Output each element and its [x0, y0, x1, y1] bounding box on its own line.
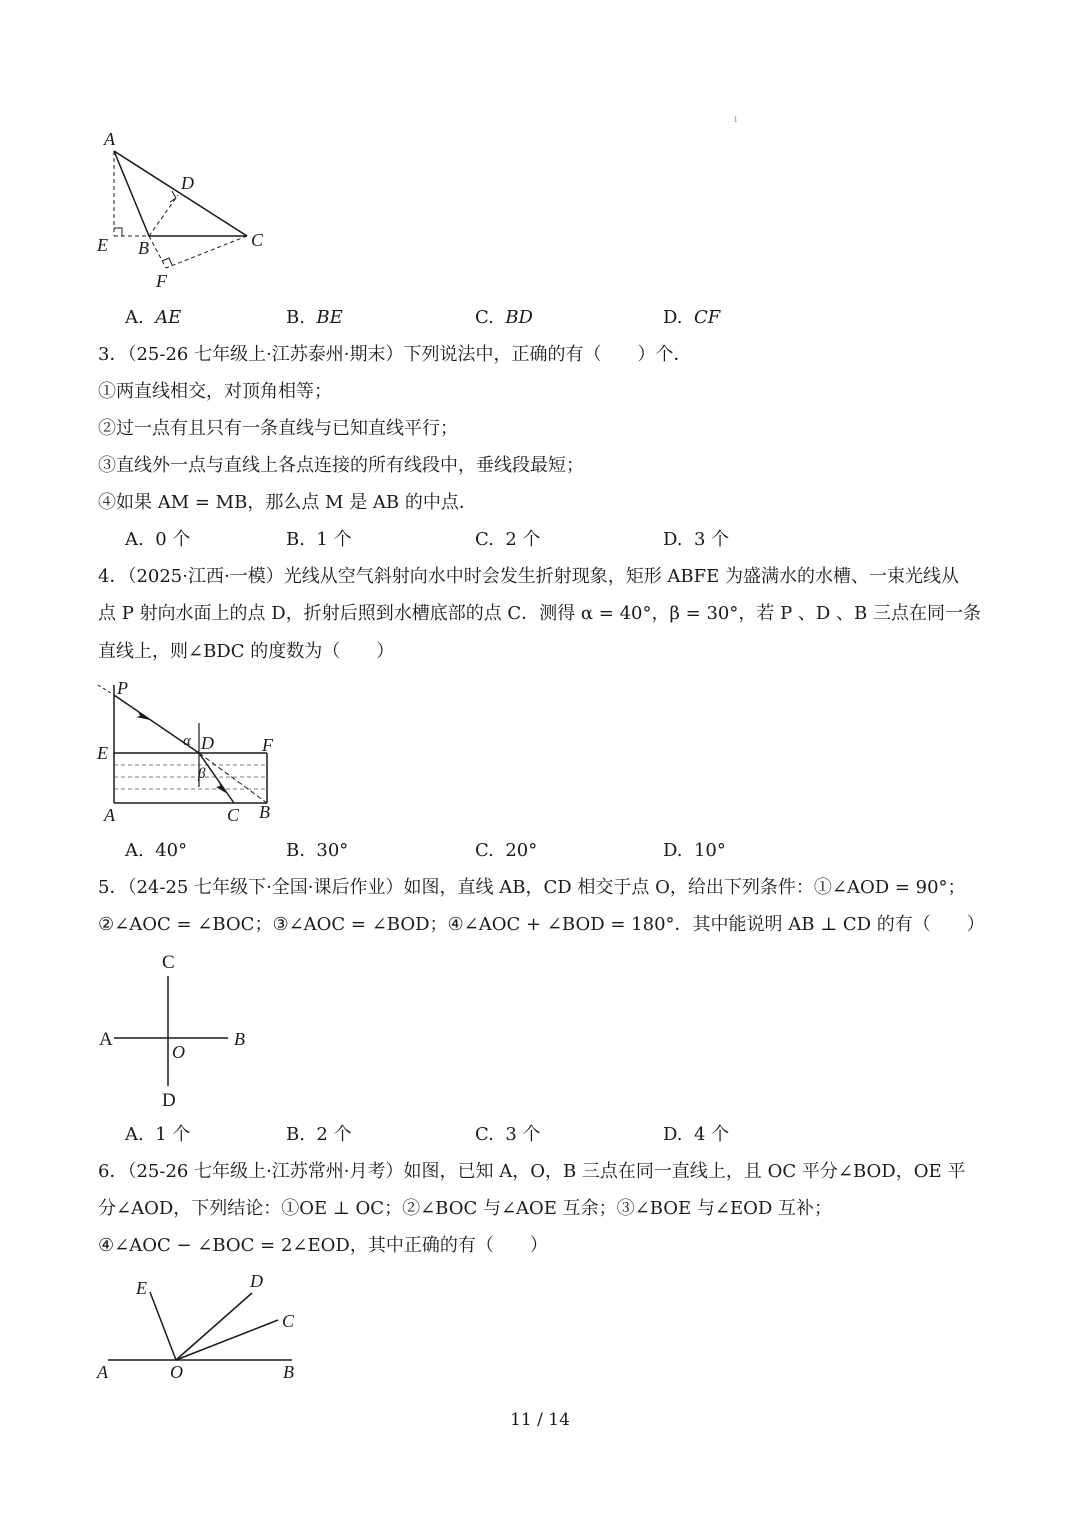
q6-label-d: D [250, 1271, 263, 1291]
q4-label-d: D [201, 733, 214, 753]
q5-option-d-letter: D. [663, 1124, 683, 1145]
q3-option-b-letter: B. [286, 529, 305, 550]
q5-label-b: B [234, 1029, 245, 1049]
q4-option-a-text: 40° [155, 840, 188, 861]
q4-option-d[interactable] [663, 838, 726, 864]
q4-water-tank-figure [92, 675, 292, 830]
q3-option-c-letter: C. [475, 529, 494, 550]
q3-statement-4: ④如果 AM = MB，那么点 M 是 AB 的中点． [98, 492, 477, 513]
q3-option-c[interactable] [475, 527, 541, 553]
q3-option-c-text: 2 个 [505, 529, 541, 550]
q3-statement-2: ②过一点有且只有一条直线与已知直线平行； [98, 418, 458, 439]
q3-statement-1: ①两直线相交，对顶角相等； [98, 381, 332, 402]
q2-option-d[interactable] [663, 305, 720, 331]
q2-label-b: B [138, 238, 149, 258]
q5-option-d-text: 4 个 [693, 1124, 730, 1145]
q5-label-d: D [162, 1090, 176, 1111]
q3-statement-3: ③直线外一点与直线上各点连接的所有线段中，垂线段最短； [98, 455, 584, 476]
q4-stem-line-2: 点 P 射向水面上的点 D，折射后照到水槽底部的点 C．测得 α = 40°，β = 30°，若 P 、D 、B 三点在同一条 [98, 603, 981, 624]
q5-option-c-letter: C. [475, 1124, 494, 1145]
q4-option-c-letter: C. [475, 840, 494, 861]
q5-stem-line-1: 5．（24-25 七年级下·全国·课后作业）如图，直线 AB，CD 相交于点 O，给出下列条件：①∠AOD = 90°； [98, 877, 966, 898]
q2-label-f: F [156, 271, 167, 291]
q4-option-b-letter: B. [286, 840, 305, 861]
q4-option-d-letter: D. [663, 840, 683, 861]
corner-mark: ı [734, 114, 738, 125]
q2-label-e: E [97, 235, 108, 255]
q5-option-a-letter: A. [125, 1124, 144, 1145]
q6-label-e: E [136, 1278, 147, 1298]
q5-option-c-text: 3 个 [505, 1124, 541, 1145]
q4-option-c[interactable] [475, 838, 537, 864]
q5-perpendicular-lines-figure [92, 948, 262, 1113]
q3-option-b[interactable] [286, 527, 352, 553]
q4-option-a-letter: A. [125, 840, 144, 861]
q5-option-b[interactable] [286, 1122, 352, 1148]
q2-option-c[interactable] [475, 305, 533, 331]
q2-option-c-letter: C. [475, 307, 494, 328]
q2-option-b[interactable] [286, 305, 343, 331]
q5-label-a: A [99, 1029, 113, 1050]
q5-option-d[interactable] [663, 1122, 729, 1148]
q2-option-c-text: BD [505, 307, 533, 328]
q2-option-d-letter: D. [663, 307, 683, 328]
q4-label-a: A [104, 805, 115, 825]
q2-label-d: D [181, 173, 194, 193]
q5-label-c: C [162, 952, 175, 973]
q2-option-a-text: AE [155, 307, 182, 328]
q2-option-b-letter: B. [286, 307, 305, 328]
q6-label-o: O [170, 1362, 183, 1382]
q4-label-b: B [259, 802, 270, 822]
q3-stem: 3．（25-26 七年级上·江苏泰州·期末）下列说法中，正确的有（ ）个． [98, 344, 692, 365]
q5-option-a[interactable] [125, 1122, 190, 1148]
q3-option-d-text: 3 个 [693, 529, 730, 550]
q6-label-a: A [97, 1362, 108, 1382]
q2-option-b-text: BE [316, 307, 343, 328]
q4-stem-line-3: 直线上，则∠BDC 的度数为（ ） [98, 641, 395, 662]
q3-option-d-letter: D. [663, 529, 683, 550]
q4-option-a[interactable] [125, 838, 187, 864]
q3-option-a-letter: A. [125, 529, 144, 550]
q5-option-a-text: 1 个 [155, 1124, 191, 1145]
q3-option-a-text: 0 个 [155, 529, 191, 550]
q5-option-b-letter: B. [286, 1124, 305, 1145]
q3-option-d[interactable] [663, 527, 729, 553]
q4-label-alpha: α [183, 733, 191, 749]
q2-label-c: C [251, 230, 264, 250]
q6-label-b: B [283, 1362, 294, 1382]
q3-option-b-text: 1 个 [316, 529, 352, 550]
q2-option-a-letter: A. [125, 307, 144, 328]
q4-option-c-text: 20° [505, 840, 538, 861]
q5-stem-line-2: ②∠AOC = ∠BOC；③∠AOC = ∠BOD；④∠AOC + ∠BOD = 180°．其中能说明 AB ⊥ CD 的有（ ） [98, 914, 985, 935]
q6-stem-line-2: 分∠AOD，下列结论：①OE ⊥ OC；②∠BOC 与∠AOE 互余；③∠BOE 与∠EOD 互补； [98, 1198, 833, 1219]
page-number: 11 / 14 [510, 1410, 570, 1430]
q2-label-a: A [104, 129, 115, 149]
q5-option-c[interactable] [475, 1122, 541, 1148]
q2-option-d-text: CF [693, 307, 721, 328]
q6-angle-rays-figure [92, 1268, 312, 1388]
q4-label-beta: β [198, 766, 206, 782]
q4-label-e: E [97, 743, 108, 763]
q4-option-b-text: 30° [316, 840, 349, 861]
q4-label-f: F [262, 735, 273, 755]
q2-option-a[interactable] [125, 305, 181, 331]
q5-label-o: O [172, 1042, 185, 1062]
q3-option-a[interactable] [125, 527, 190, 553]
q4-label-p: P [117, 678, 128, 698]
q4-label-c: C [227, 805, 240, 825]
q4-option-d-text: 10° [693, 840, 726, 861]
q6-stem-line-3: ④∠AOC − ∠BOC = 2∠EOD，其中正确的有（ ） [98, 1235, 548, 1256]
q6-stem-line-1: 6．（25-26 七年级上·江苏常州·月考）如图，已知 A，O，B 三点在同一直线上，且 OC 平分∠BOD，OE 平 [98, 1161, 966, 1182]
q4-stem-line-1: 4．（2025·江西·一模）光线从空气斜射向水中时会发生折射现象，矩形 ABFE 为盛满水的水槽、一束光线从 [98, 566, 959, 587]
q2-triangle-figure [90, 125, 280, 295]
q6-label-c: C [282, 1311, 295, 1331]
q5-option-b-text: 2 个 [316, 1124, 352, 1145]
q4-option-b[interactable] [286, 838, 348, 864]
